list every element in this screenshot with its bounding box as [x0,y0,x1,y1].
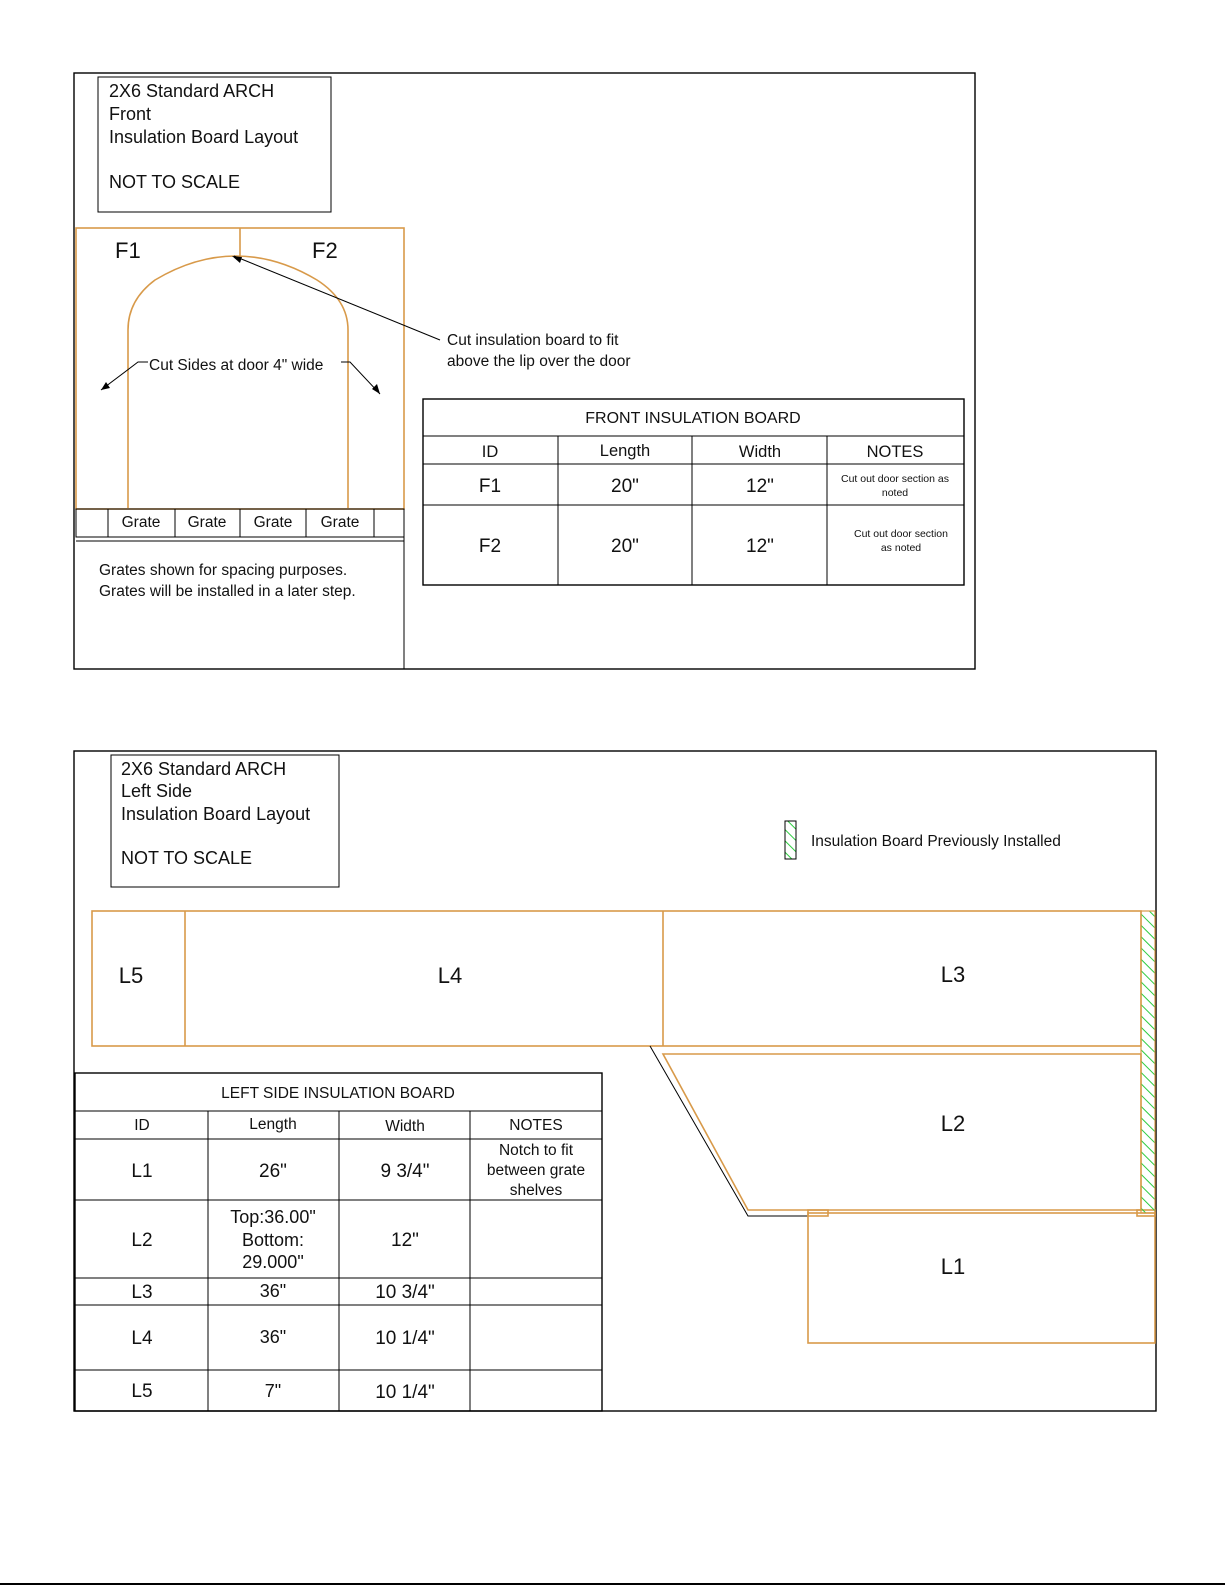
table-cell-id: L4 [131,1328,153,1349]
left-title-line-2: Left Side [121,781,193,801]
table-cell-length: Bottom: [241,1230,305,1250]
grates-note-line-1: Grates shown for spacing purposes. [99,562,348,579]
cut-above-leader [234,256,440,340]
table-cell-notes: Notch to fit [498,1142,574,1159]
arrowhead-icon [372,384,380,394]
table-cell-length: Top:36.00" [230,1207,316,1227]
cut-sides-note: Cut Sides at door 4" wide [149,357,324,374]
board-l1-outline [808,1213,1155,1343]
left-table-title: LEFT SIDE INSULATION BOARD [221,1085,455,1102]
table-cell-width: 10 1/4" [375,1382,435,1403]
front-title-block [98,77,331,212]
table-header-id: ID [134,1117,150,1134]
grates-note-line-2: Grates will be installed in a later step. [99,583,356,600]
left-title-line-1: 2X6 Standard ARCH [121,759,287,779]
table-header-length: Length [599,442,651,460]
previously-installed-board [1141,911,1155,1213]
table-header-id: ID [481,443,499,461]
grate-label: Grate [187,514,227,531]
arrowhead-icon [101,382,110,390]
board-l2-outline [663,1054,1141,1210]
top-boards-outline [92,911,1141,1046]
cut-above-note-line-1: Cut insulation board to fit [447,332,619,349]
table-cell-id: L1 [131,1161,153,1182]
table-cell-id: F1 [478,476,502,497]
table-header-notes: NOTES [866,443,924,461]
table-cell-width: 10 3/4" [375,1282,435,1303]
table-cell-width: 10 1/4" [375,1328,435,1349]
table-cell-length: 7" [264,1381,282,1401]
board-label-f2: F2 [312,238,338,263]
table-cell-length: 29.000" [242,1252,304,1272]
board-label-l1: L1 [940,1254,966,1279]
board-label-l3: L3 [940,962,966,987]
table-cell-id: F2 [478,536,502,557]
left-layout-sheet [74,751,1156,1411]
legend-label: Insulation Board Previously Installed [811,833,1061,850]
table-header-notes: NOTES [509,1117,563,1134]
table-cell-width: 12" [391,1230,419,1251]
board-label-l5: L5 [118,963,144,988]
table-cell-width: 12" [746,476,774,497]
table-cell-length: 36" [259,1327,287,1347]
arrowhead-icon [232,256,242,263]
table-cell-notes: between grate [486,1162,586,1179]
table-header-width: Width [738,443,782,461]
table-cell-id: L3 [131,1282,153,1303]
table-cell-width: 9 3/4" [380,1161,430,1182]
front-title-line-1: 2X6 Standard ARCH [109,81,275,101]
table-cell-length: 20" [611,476,639,497]
table-header-width: Width [385,1118,425,1135]
board-label-l2: L2 [940,1111,966,1136]
left-scale-note: NOT TO SCALE [121,848,253,868]
left-insulation-table [75,1073,602,1411]
front-title-line-2: Front [109,104,152,124]
table-cell-length: 26" [259,1161,287,1182]
left-title-block [111,755,339,887]
front-board-drawing [76,228,631,509]
board-label-l4: L4 [437,963,463,988]
grate-strip [76,509,404,541]
table-cell-notes: as noted [880,542,922,554]
grate-label: Grate [121,514,161,531]
front-insulation-table [423,399,964,585]
grate-label: Grate [320,514,360,531]
front-title-line-3: Insulation Board Layout [109,127,299,147]
table-header-length: Length [249,1116,297,1133]
l2-bevel-edge [650,1046,808,1216]
table-cell-id: L2 [131,1230,153,1251]
table-cell-notes: shelves [509,1182,563,1199]
grates-note-box [99,509,404,669]
front-scale-note: NOT TO SCALE [109,172,241,192]
left-title-line-3: Insulation Board Layout [121,804,311,824]
front-layout-sheet [74,73,975,669]
table-cell-id: L5 [131,1381,153,1402]
legend [785,821,1061,859]
hatch-swatch-icon [785,821,796,859]
grate-label: Grate [253,514,293,531]
table-cell-width: 12" [746,536,774,557]
table-cell-notes: Cut out door section [854,528,948,540]
board-label-f1: F1 [115,238,141,263]
front-table-title: FRONT INSULATION BOARD [585,410,801,427]
door-arch-outline [128,256,348,508]
cut-above-note-line-2: above the lip over the door [447,353,631,370]
table-cell-notes: Cut out door section as [841,473,949,485]
table-cell-length: 36" [259,1281,287,1301]
table-cell-notes: noted [881,487,909,499]
table-cell-length: 20" [611,536,639,557]
